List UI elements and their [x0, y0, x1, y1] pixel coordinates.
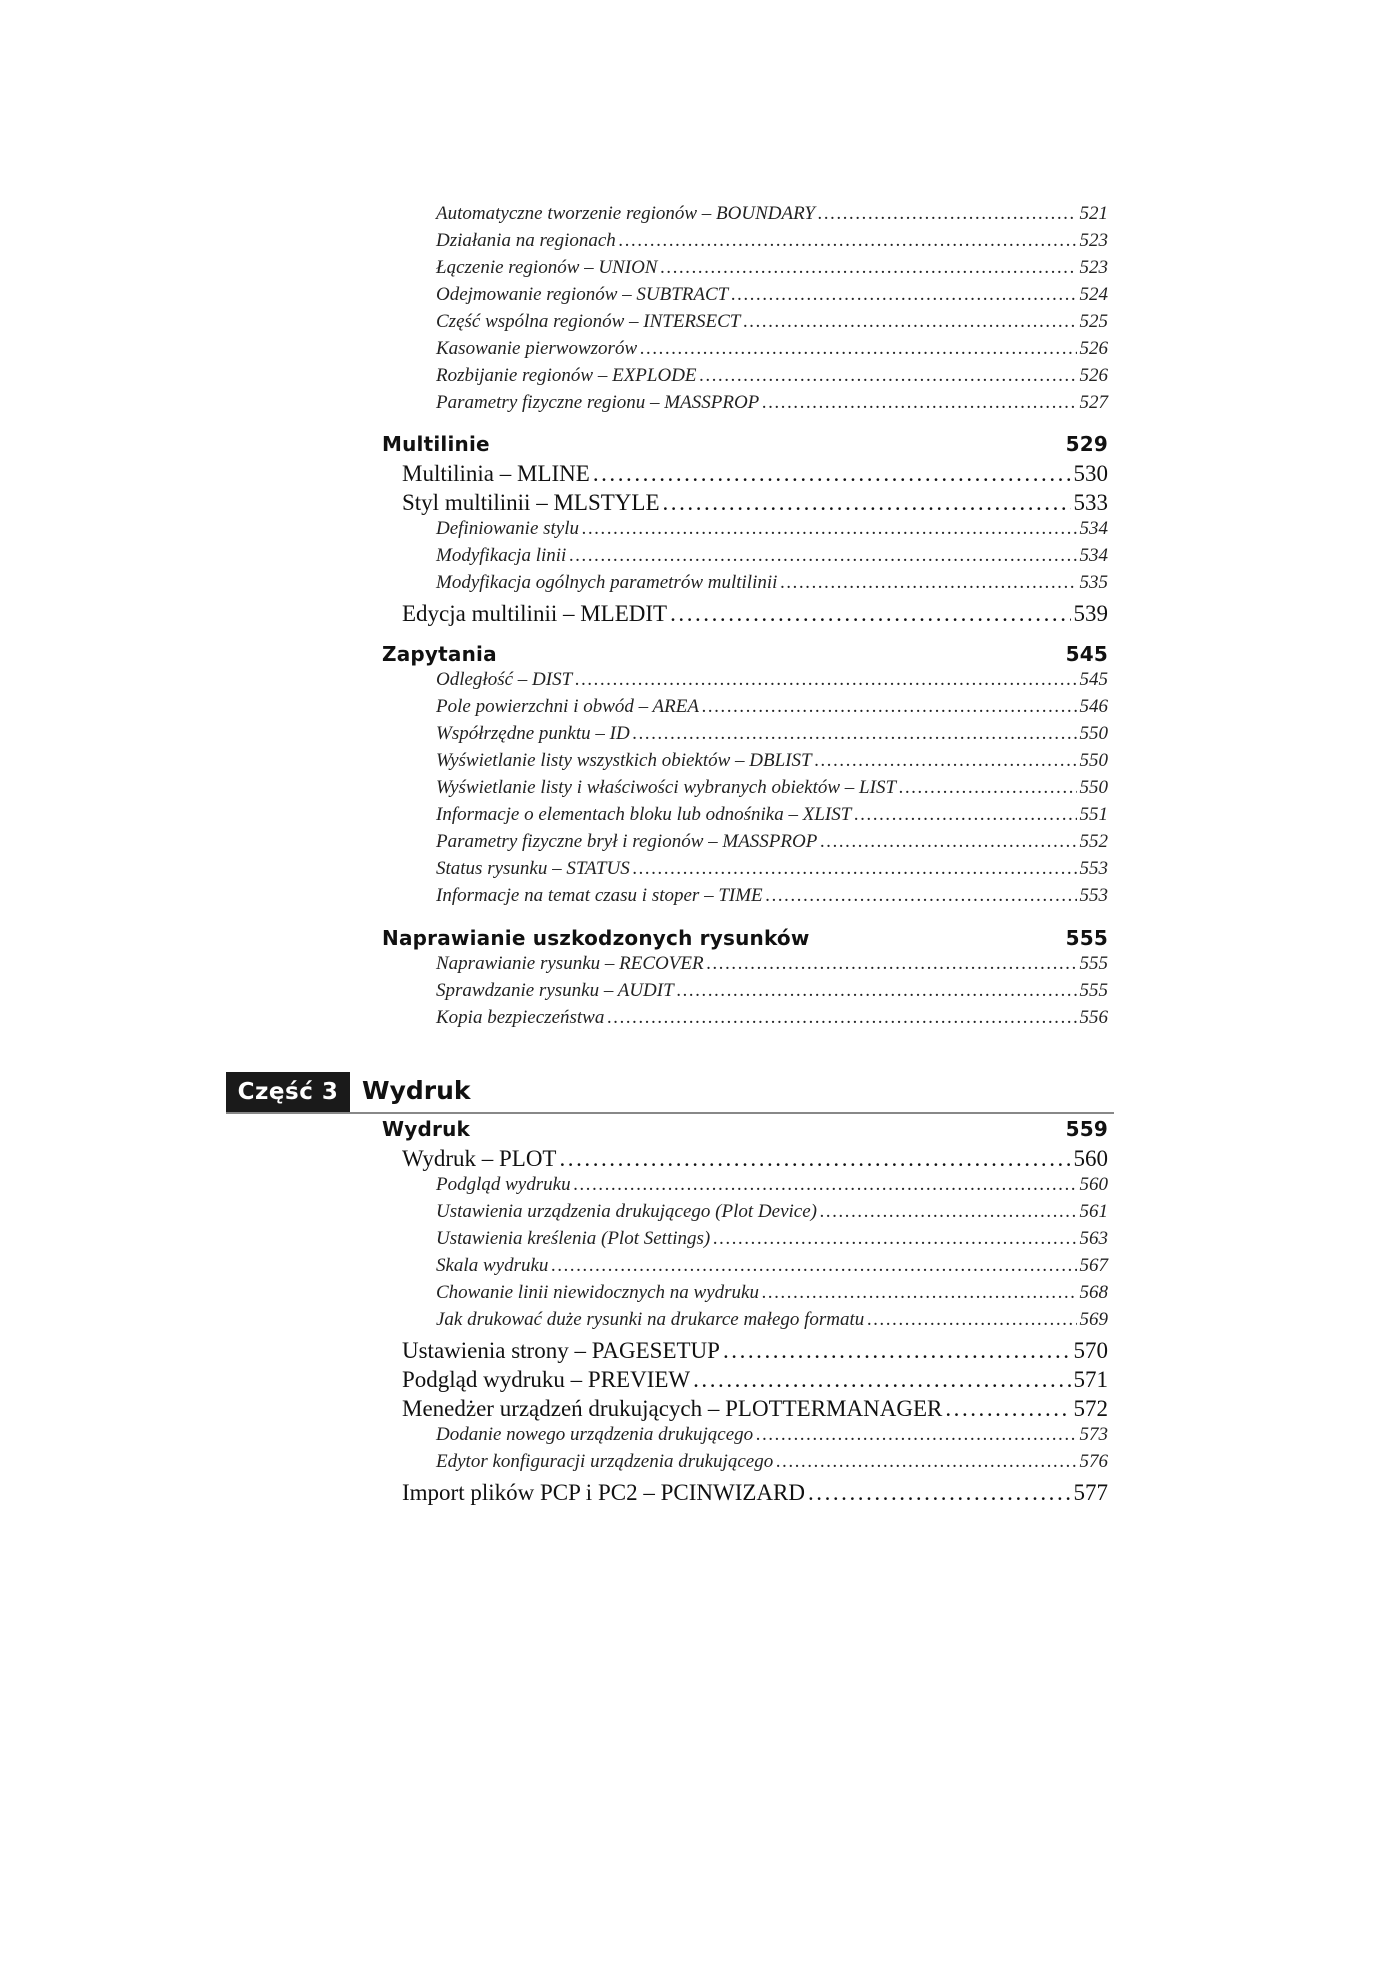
toc-chapter [382, 1117, 1108, 1141]
toc-section [402, 1480, 1108, 1506]
toc-subsection [436, 1451, 1108, 1473]
toc-entry-title: Część wspólna regionów – INTERSECT [436, 311, 741, 332]
toc-entry-page: 526 [1079, 338, 1108, 359]
toc-entry-page: 570 [1073, 1338, 1108, 1363]
toc-entry-page: 555 [1065, 926, 1108, 950]
dot-leader [707, 953, 1077, 975]
dot-leader [569, 545, 1076, 567]
toc-entry-title: Działania na regionach [436, 230, 616, 251]
dot-leader [776, 1451, 1076, 1473]
dot-leader [551, 1255, 1076, 1277]
toc-entry-title: Skala wydruku [436, 1255, 549, 1276]
dot-leader [574, 1174, 1077, 1196]
toc-entry-page: 573 [1079, 1424, 1108, 1445]
toc-entry-title: Multilinia – MLINE [402, 461, 590, 486]
toc-chapter [382, 926, 1108, 950]
toc-entry-page: 560 [1073, 1146, 1108, 1171]
toc-entry-title: Dodanie nowego urządzenia drukującego [436, 1424, 754, 1445]
dot-leader [762, 1282, 1077, 1304]
dot-leader [854, 804, 1076, 826]
toc-entry-page: 529 [1065, 432, 1108, 456]
toc-entry-page: 524 [1079, 284, 1108, 305]
toc-subsection [436, 804, 1108, 826]
toc-entry-page: 534 [1079, 518, 1108, 539]
toc-entry-page: 539 [1073, 601, 1108, 626]
toc-entry-title: Parametry fizyczne brył i regionów – MASSPROP [436, 831, 818, 852]
toc-entry-title: Edytor konfiguracji urządzenia drukującego [436, 1451, 774, 1472]
toc-subsection [436, 230, 1108, 252]
toc-subsection [436, 518, 1108, 540]
toc-subsection [436, 203, 1108, 225]
toc-entry-page: 523 [1079, 230, 1108, 251]
toc-entry-page: 555 [1079, 980, 1108, 1001]
toc-subsection [436, 572, 1108, 594]
toc-entry-page: 556 [1079, 1007, 1108, 1028]
toc-subsection [436, 1309, 1108, 1331]
dot-leader [756, 1424, 1076, 1446]
toc-entry-page: 563 [1079, 1228, 1108, 1249]
toc-entry-title: Zapytania [382, 642, 497, 666]
toc-subsection [436, 750, 1108, 772]
toc-entry-page: 571 [1073, 1367, 1108, 1392]
part-title: Wydruk [362, 1076, 471, 1105]
dot-leader [607, 1007, 1076, 1029]
part-badge: Część 3 [226, 1072, 350, 1112]
dot-leader [815, 750, 1077, 772]
toc-entry-page: 525 [1079, 311, 1108, 332]
toc-entry-page: 545 [1065, 642, 1108, 666]
toc-section [402, 1338, 1108, 1364]
dot-leader [582, 518, 1076, 540]
toc-entry-title: Kasowanie pierwowzorów [436, 338, 638, 359]
toc-entry-title: Odejmowanie regionów – SUBTRACT [436, 284, 729, 305]
part-header [226, 1072, 1114, 1114]
toc-subsection [436, 1282, 1108, 1304]
toc-subsection [436, 1174, 1108, 1196]
toc-subsection [436, 980, 1108, 1002]
toc-subsection [436, 392, 1108, 414]
toc-section [402, 1367, 1108, 1393]
dot-leader [743, 311, 1076, 333]
dot-leader [593, 461, 1071, 487]
toc-entry-title: Menedżer urządzeń drukujących – PLOTTERMANAGER [402, 1396, 943, 1421]
dot-leader [818, 203, 1077, 225]
toc-entry-page: 550 [1079, 777, 1108, 798]
toc-entry-page: 567 [1079, 1255, 1108, 1276]
toc-entry-title: Parametry fizyczne regionu – MASSPROP [436, 392, 760, 413]
toc-section [402, 461, 1108, 487]
toc-entry-page: 550 [1079, 723, 1108, 744]
dot-leader [945, 1396, 1070, 1422]
toc-entry-page: 523 [1079, 257, 1108, 278]
toc-entry-title: Modyfikacja linii [436, 545, 567, 566]
toc-entry-page: 559 [1065, 1117, 1108, 1141]
toc-entry-title: Naprawianie rysunku – RECOVER [436, 953, 704, 974]
toc-entry-title: Wyświetlanie listy i właściwości wybranych obiektów – LIST [436, 777, 897, 798]
dot-leader [693, 1367, 1070, 1393]
toc-entry-title: Kopia bezpieczeństwa [436, 1007, 605, 1028]
toc-entry-title: Styl multilinii – MLSTYLE [402, 490, 660, 515]
toc-chapter [382, 642, 1108, 666]
toc-subsection [436, 1228, 1108, 1250]
toc-entry-title: Odległość – DIST [436, 669, 573, 690]
toc-entry-page: 553 [1079, 858, 1108, 879]
dot-leader [660, 257, 1076, 279]
toc-entry-title: Wyświetlanie listy wszystkich obiektów – DBLIST [436, 750, 812, 771]
toc-entry-title: Ustawienia strony – PAGESETUP [402, 1338, 720, 1363]
toc-entry-title: Jak drukować duże rysunki na drukarce małego formatu [436, 1309, 865, 1330]
toc-entry-page: 530 [1073, 461, 1108, 486]
toc-entry-page: 521 [1079, 203, 1108, 224]
toc-entry-page: 569 [1079, 1309, 1108, 1330]
toc-entry-title: Ustawienia urządzenia drukującego (Plot Device) [436, 1201, 817, 1222]
dot-leader [640, 338, 1076, 360]
dot-leader [560, 1146, 1071, 1172]
toc-entry-page: 527 [1079, 392, 1108, 413]
toc-entry-title: Definiowanie stylu [436, 518, 580, 539]
toc-entry-title: Wydruk [382, 1117, 471, 1141]
toc-entry-page: 545 [1079, 669, 1108, 690]
toc-entry-title: Chowanie linii niewidocznych na wydruku [436, 1282, 759, 1303]
dot-leader [731, 284, 1076, 306]
dot-leader [762, 392, 1076, 414]
toc-entry-page: 568 [1079, 1282, 1108, 1303]
dot-leader [619, 230, 1077, 252]
toc-subsection [436, 723, 1108, 745]
toc-subsection [436, 1007, 1108, 1029]
dot-leader [780, 572, 1076, 594]
toc-section [402, 490, 1108, 516]
toc-subsection [436, 953, 1108, 975]
toc-entry-page: 534 [1079, 545, 1108, 566]
toc-entry-page: 551 [1079, 804, 1108, 825]
toc-subsection [436, 365, 1108, 387]
toc-subsection [436, 858, 1108, 880]
toc-entry-page: 535 [1079, 572, 1108, 593]
toc-entry-title: Status rysunku – STATUS [436, 858, 630, 879]
toc-chapter [382, 432, 1108, 456]
dot-leader [700, 365, 1077, 387]
toc-entry-title: Wydruk – PLOT [402, 1146, 557, 1171]
toc-entry-title: Podgląd wydruku – PREVIEW [402, 1367, 691, 1392]
dot-leader [663, 490, 1071, 516]
toc-subsection [436, 669, 1108, 691]
toc-entry-page: 533 [1073, 490, 1108, 515]
toc-subsection [436, 1201, 1108, 1223]
toc-entry-page: 555 [1079, 953, 1108, 974]
toc-entry-title: Informacje o elementach bloku lub odnośnika – XLIST [436, 804, 852, 825]
toc-entry-title: Edycja multilinii – MLEDIT [402, 601, 668, 626]
toc-subsection [436, 696, 1108, 718]
toc-entry-page: 553 [1079, 885, 1108, 906]
toc-entry-title: Ustawienia kreślenia (Plot Settings) [436, 1228, 711, 1249]
toc-entry-title: Łączenie regionów – UNION [436, 257, 658, 278]
toc-entry-page: 576 [1079, 1451, 1108, 1472]
dot-leader [899, 777, 1076, 799]
toc-section [402, 1146, 1108, 1172]
toc-entry-title: Automatyczne tworzenie regionów – BOUNDARY [436, 203, 815, 224]
dot-leader [820, 1201, 1077, 1223]
toc-subsection [436, 545, 1108, 567]
toc-entry-title: Współrzędne punktu – ID [436, 723, 630, 744]
toc-section [402, 1396, 1108, 1422]
toc-entry-page: 561 [1079, 1201, 1108, 1222]
dot-leader [713, 1228, 1076, 1250]
toc-subsection [436, 284, 1108, 306]
toc-entry-title: Pole powierzchni i obwód – AREA [436, 696, 699, 717]
toc-entry-title: Sprawdzanie rysunku – AUDIT [436, 980, 674, 1001]
toc-subsection [436, 1424, 1108, 1446]
toc-entry-title: Podgląd wydruku [436, 1174, 571, 1195]
toc-entry-title: Import plików PCP i PC2 – PCINWIZARD [402, 1480, 805, 1505]
toc-entry-page: 526 [1079, 365, 1108, 386]
toc-entry-title: Informacje na temat czasu i stoper – TIME [436, 885, 763, 906]
toc-entry-title: Modyfikacja ogólnych parametrów multilinii [436, 572, 778, 593]
dot-leader [820, 831, 1076, 853]
dot-leader [677, 980, 1077, 1002]
toc-subsection [436, 338, 1108, 360]
dot-leader [670, 601, 1070, 627]
toc-entry-page: 552 [1079, 831, 1108, 852]
dot-leader [867, 1309, 1076, 1331]
toc-subsection [436, 1255, 1108, 1277]
dot-leader [633, 858, 1077, 880]
toc-entry-page: 546 [1079, 696, 1108, 717]
dot-leader [633, 723, 1077, 745]
toc-subsection [436, 885, 1108, 907]
toc-entry-title: Rozbijanie regionów – EXPLODE [436, 365, 697, 386]
toc-entry-title: Multilinie [382, 432, 490, 456]
toc-entry-page: 577 [1073, 1480, 1108, 1505]
toc-subsection [436, 831, 1108, 853]
toc-entry-page: 572 [1073, 1396, 1108, 1421]
toc-entry-page: 550 [1079, 750, 1108, 771]
dot-leader [766, 885, 1077, 907]
dot-leader [808, 1480, 1071, 1506]
toc-subsection [436, 311, 1108, 333]
toc-entry-title: Naprawianie uszkodzonych rysunków [382, 926, 810, 950]
toc-subsection [436, 777, 1108, 799]
dot-leader [702, 696, 1077, 718]
dot-leader [575, 669, 1076, 691]
toc-entry-page: 560 [1079, 1174, 1108, 1195]
toc-section [402, 601, 1108, 627]
toc-subsection [436, 257, 1108, 279]
dot-leader [723, 1338, 1071, 1364]
